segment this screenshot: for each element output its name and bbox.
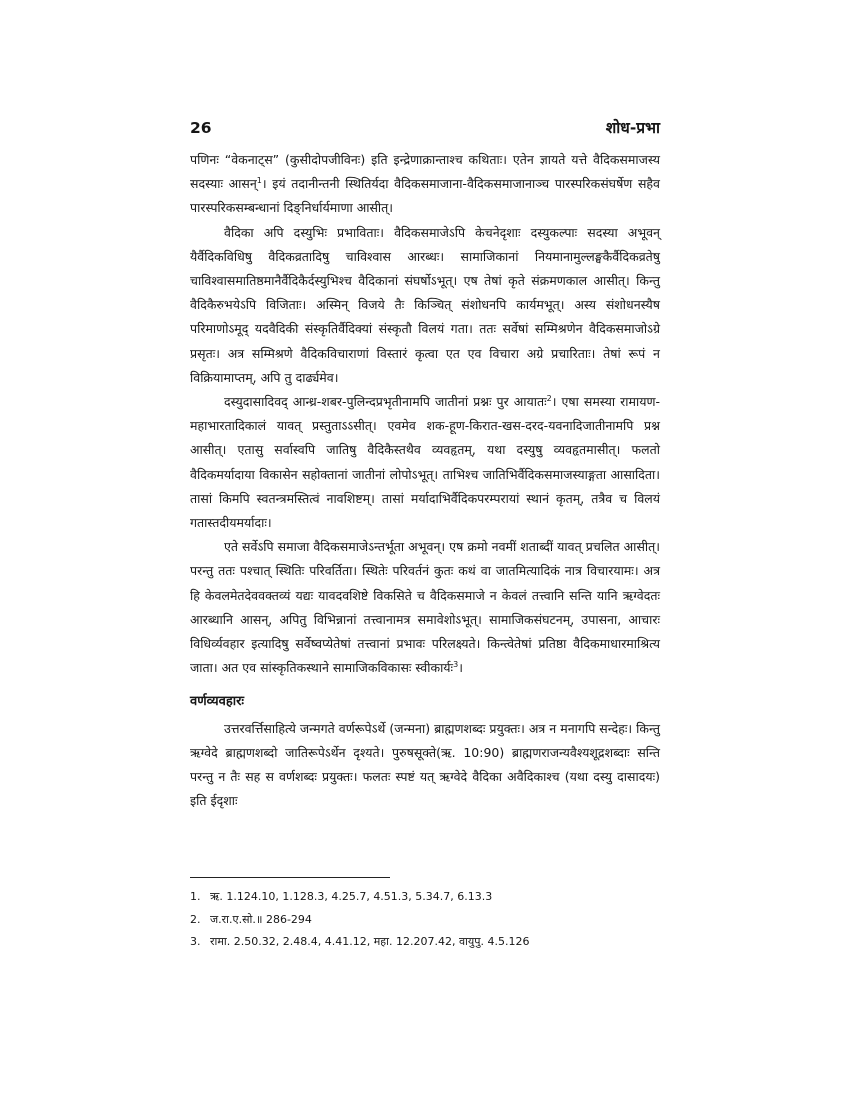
footnote-1: [190, 886, 660, 909]
section-heading: वर्णव्यवहारः: [190, 694, 245, 710]
footnote-text: ज.रा.ए.सो.॥ 286-294: [210, 912, 312, 926]
paragraph-4-text-b: ।: [458, 660, 463, 676]
paragraph-3-text-a: दस्युदासादिवद् आन्ध्र-शबर-पुलिन्दप्रभृतीनामपि जातीनां प्रश्नः पुर आयातः: [224, 394, 547, 410]
running-title: शोध-प्रभा: [605, 119, 660, 137]
footnote-2: [190, 909, 660, 932]
footnote-number: 2.: [190, 912, 201, 926]
page-header: [190, 116, 660, 138]
footnotes: [190, 886, 660, 954]
section-paragraph: उत्तरवर्त्तिसाहित्ये जन्मगते वर्णरूपेऽर्थे (जन्मना) ब्राह्मणशब्दः प्रयुक्तः। अत्र न मनागपि सन्देहः। किन्तु ऋग्वेदे ब्राह्मणशब्दो जातिरूपेऽर्थेन दृश्यते। पुरुषसूक्ते(ऋ. 10:90) ब्राह्मणराजन्यवैश्यशूद्रशब्दाः सन्ति परन्तु न तैः सह स वर्णशब्दः प्रयुक्तः। फलतः स्पष्टं यत् ऋग्वेदे वैदिका अवैदिकाश्च (यथा दस्यु दासादयः) इति ईदृशाः: [190, 720, 660, 809]
paragraph-3-text-b: । एषा समस्या रामायण-महाभारतादिकालं यावत् प्रस्तुताऽऽसीत्। एवमेव शक-हूण-किरात-खस-दरद-यवनादिजातीनामपि प्रश्न आसीत्। एतासु सर्वास्वपि जातिषु वैदिकैस्तथैव व्यवहृतम्, यथा दस्युषु व्यवहृतमासीत्। फलतो वैदिकमर्यादाया विकासेन सहोक्तानां जातीनां लोपोऽभूत्। ताभिश्च जातिभिर्वैदिकसमाजस्याङ्गता आसादिता। तासां किमपि स्वतन्त्रमस्तित्वं नावशिष्टम्। तासां मर्यादाभिर्वैदिकपरम्परायां स्थानं कृतम्, तत्रैव च विलयं गतास्तदीयमर्यादाः।: [190, 394, 660, 531]
footnote-text: रामा. 2.50.32, 2.48.4, 4.41.12, महा. 12.207.42, वायुपु. 4.5.126: [210, 935, 530, 948]
paragraph-1-text-a: पणिनः “वेकनाट्स” (कुसीदोपजीविनः) इति इन्द्रेणाक्रान्ताश्च कथिताः। एतेन ज्ञायते यत्ते वैदिकसमाजस्य सदस्याः आसन्: [190, 152, 660, 192]
paragraph-4: [190, 535, 660, 680]
footnote-ref-3[interactable]: 3: [453, 660, 459, 670]
footnote-number: 3.: [190, 935, 201, 948]
body-text: [190, 148, 660, 813]
footnote-3: [190, 931, 660, 954]
footnote-number: 1.: [190, 890, 201, 903]
footnote-ref-2[interactable]: 2: [546, 393, 552, 403]
paragraph-2: वैदिका अपि दस्युभिः प्रभाविताः। वैदिकसमाजेऽपि केचनेदृशाः दस्युकल्पाः सदस्या अभूवन् यैर्वैदिकविधिषु वैदिकव्रतादिषु चाविश्वास आरब्धः। सामाजिकानां नियमानामुल्लङ्घकैर्वैदिकव्रतेषु चाविश्वासमातिष्ठमानैर्वैदिकैर्दस्युभिश्च वैदिकानां संघर्षोऽभूत्। एष तेषां कृते संक्रमणकाल आसीत्। किन्तु वैदिकैरुभयेऽपि विजिताः। अस्मिन् विजये तैः किञ्चित् संशोधनपि कार्यमभूत्। अस्य संशोधनस्यैष परिमाणोऽमूद् यदवैदिकी संस्कृतिर्वैदिक्यां संस्कृतौ विलयं गता। ततः सर्वेषां सम्मिश्रणेन वैदिकसमाजोऽग्रे प्रसृतः। अत्र सम्मिश्रणे वैदिकविचाराणां विस्तारं कृत्वा एत एव विचारा अग्रे प्रचारिताः। तेषां रूपं न विक्रियामाप्तम्, अपि तु दार्ढ्यमेव।: [190, 224, 660, 385]
footnote-ref-1[interactable]: 1: [256, 176, 262, 186]
paragraph-3: [190, 390, 660, 535]
footnote-divider: [190, 877, 390, 878]
footnote-text: ऋ. 1.124.10, 1.128.3, 4.25.7, 4.51.3, 5.34.7, 6.13.3: [210, 890, 493, 903]
paragraph-1-text-b: । इयं तदानीन्तनी स्थितिर्यदा वैदिकसमाजाना-वैदिकसमाजानाञ्च पारस्परिकसंघर्षेण सहैव पारस्परिकसम्बन्धानां दिङ्निर्धार्यमाणा आसीत्।: [190, 176, 660, 216]
paragraph-4-text-a: एते सर्वेऽपि समाजा वैदिकसमाजेऽन्तर्भूता अभूवन्। एष क्रमो नवमीं शताब्दीं यावत् प्रचलित आसीत्। परन्तु ततः पश्चात् स्थितिः परिवर्तिता। स्थितेः परिवर्तनं कुतः कथं वा जातमित्यादिकं नात्र विचारयामः। अत्र हि केवलमेतदेववक्तव्यं यद्यः यावदवशिष्टे विकसिते च वैदिकसमाजे न केवलं तत्त्वानि सन्ति यानि ऋग्वेदतः आरब्धानि आसन्, अपितु विभिन्नानां तत्त्वानामत्र समावेशोऽभूत्। सामाजिकसंघटनम्, उपासना, आचारः विधिर्व्यवहार इत्यादिषु सर्वेष्वप्येतेषां तत्त्वानां प्रभावः परिलक्ष्यते। किन्त्वेतेषां प्रतिष्ठा वैदिकमाधारमाश्रित्य जाता। अत एव सांस्कृतिकस्थाने सामाजिकविकासः स्वीकार्यः: [190, 539, 660, 676]
page-number: 26: [190, 119, 212, 137]
paragraph-1: [190, 148, 660, 221]
